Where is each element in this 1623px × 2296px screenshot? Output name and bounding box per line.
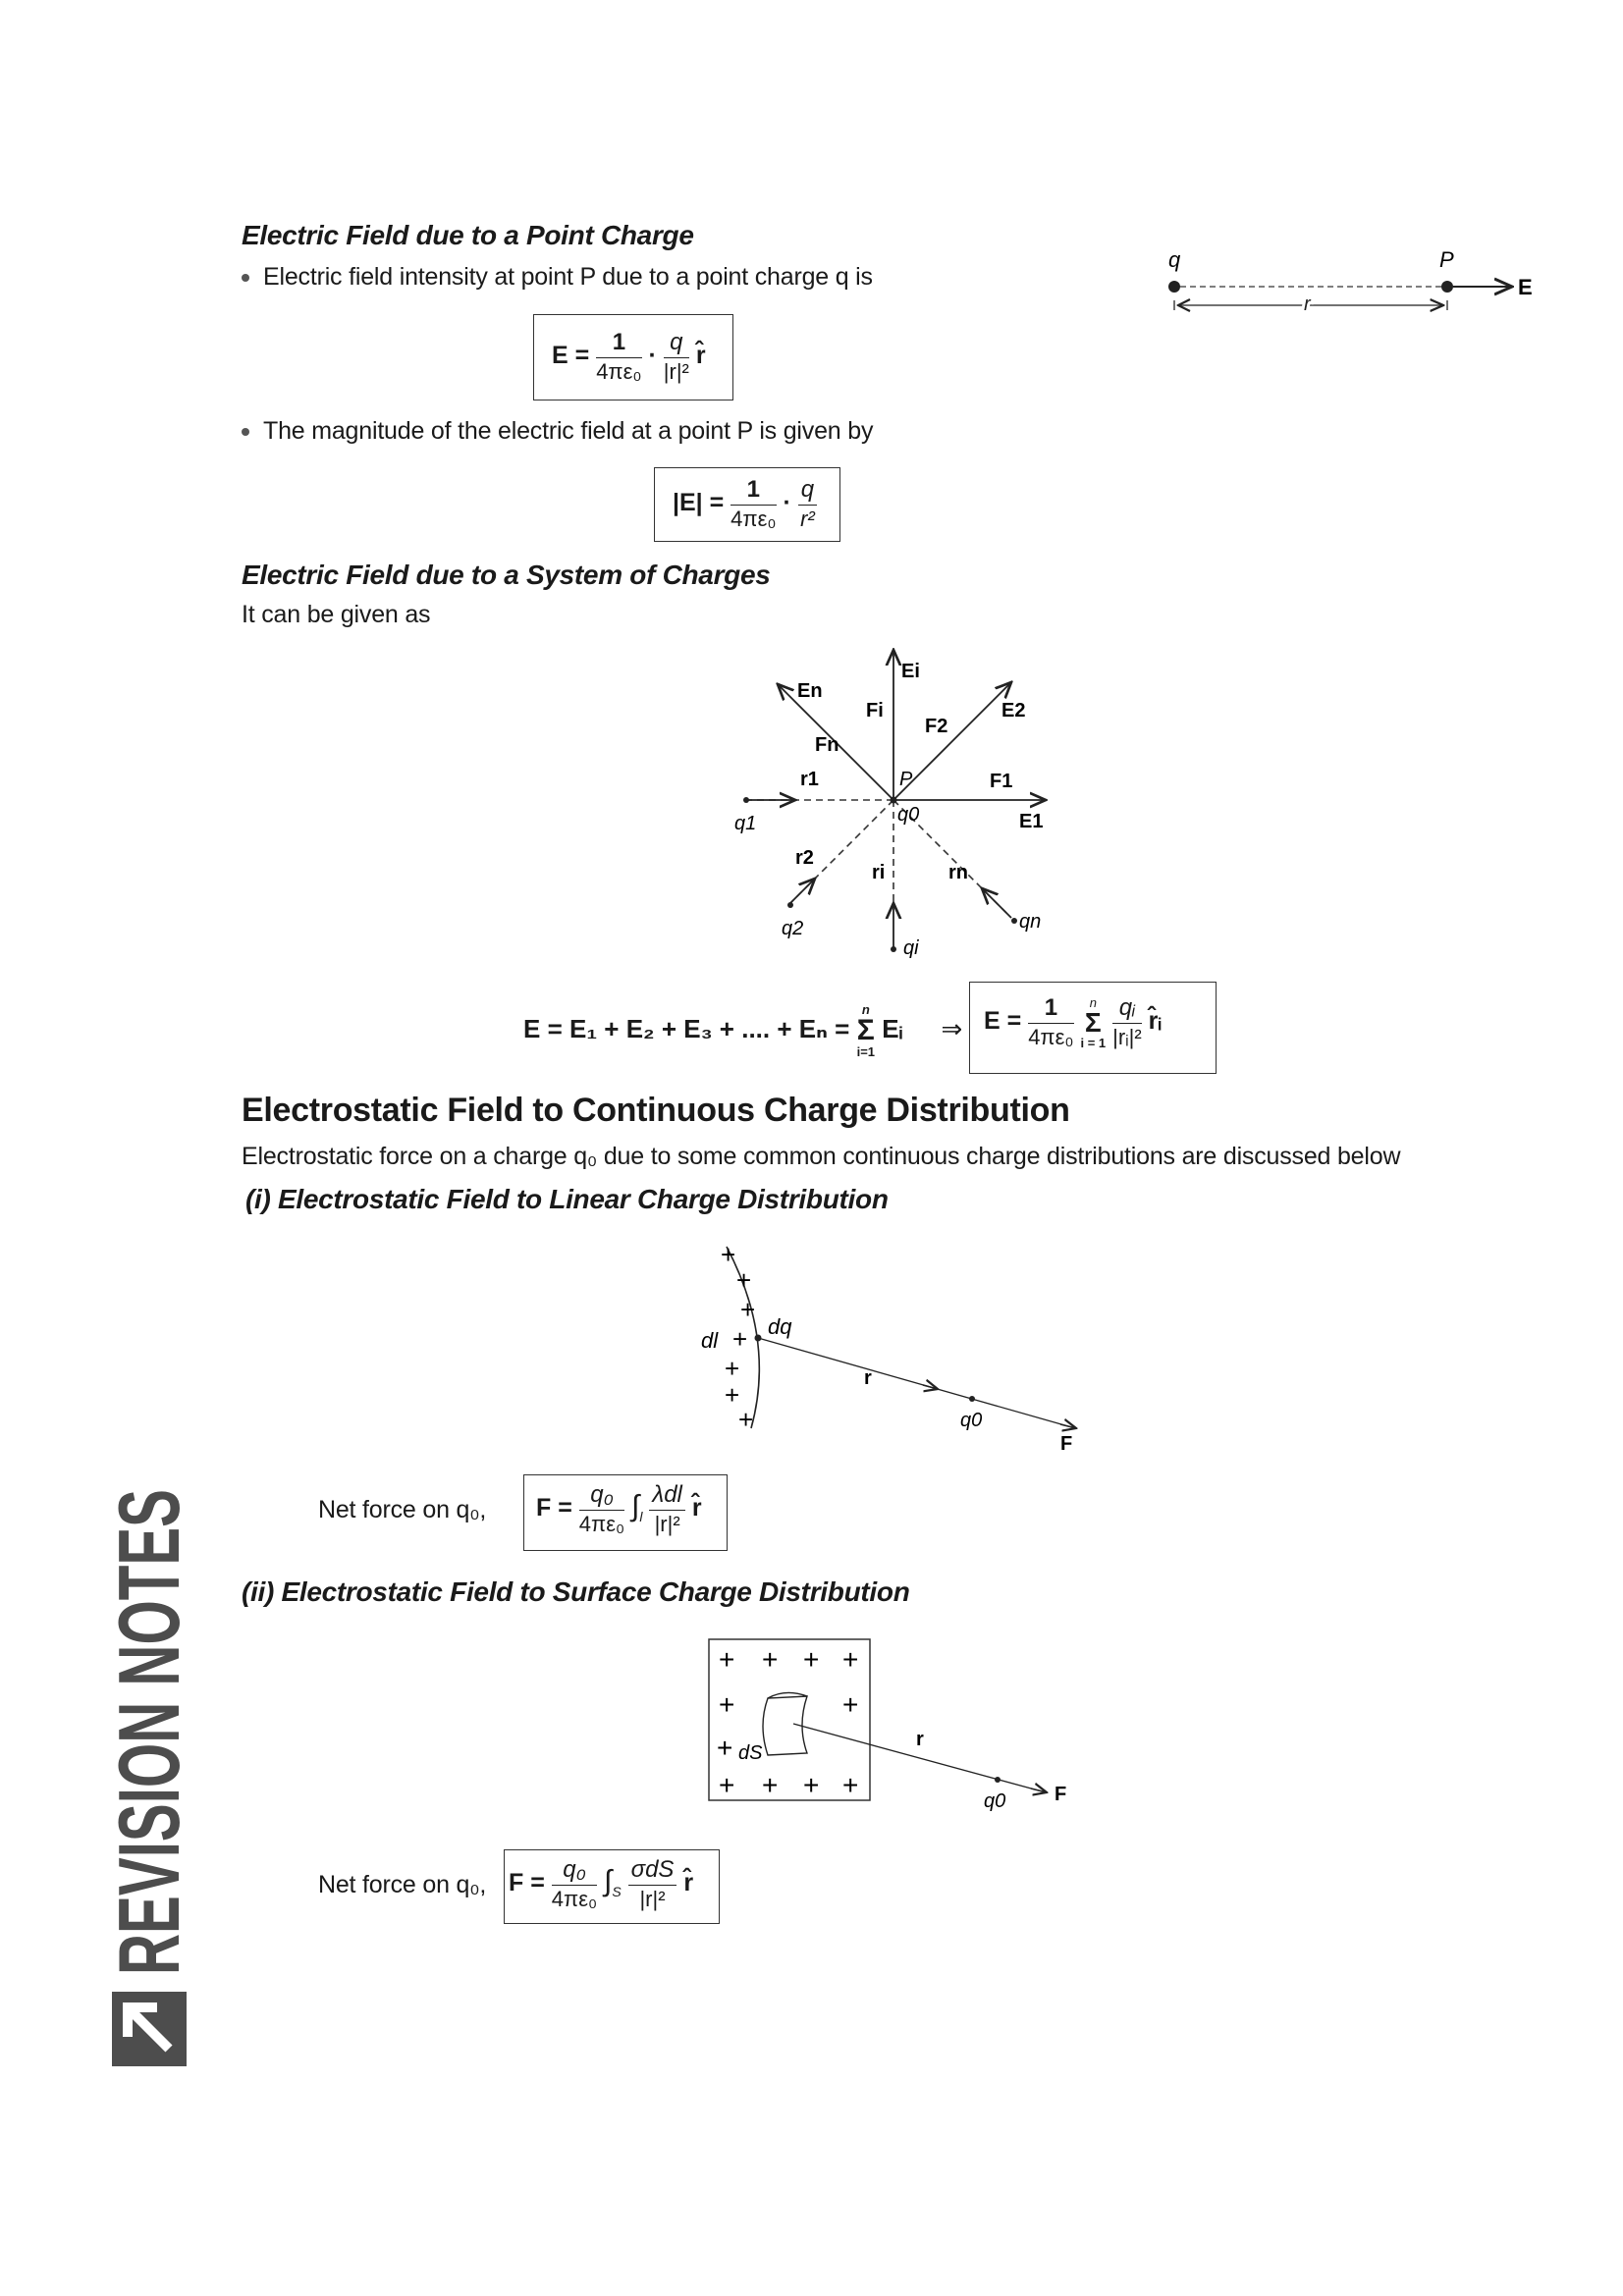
label-dq: dq <box>768 1314 792 1339</box>
eq-lhs: F = <box>509 1869 545 1897</box>
intro-text: It can be given as <box>242 601 431 628</box>
label-ei: Ei <box>901 661 920 682</box>
label-en: En <box>797 680 823 702</box>
eq-fraction-constant: $\frac{1}{\text{4πε₀}}$ <box>596 329 642 384</box>
charge-dot <box>1168 281 1180 293</box>
revision-notes-sidebar <box>100 1240 197 2076</box>
point-p <box>891 797 897 804</box>
eq-dot: · <box>783 489 791 517</box>
equation-linear-force: F = $\frac{\text{q₀}}{\text{4πε₀}}$ $\int_l$ $\frac{\text{λdl}}{\text{|r|²}}$ r̂ <box>536 1481 702 1536</box>
label-r: r <box>864 1367 872 1389</box>
label-f: F <box>1055 1784 1067 1805</box>
sum-sigma: n Σ i=1 <box>856 1002 876 1059</box>
revision-notes-text <box>100 1240 197 2076</box>
label-qn: qn <box>1019 911 1042 933</box>
svg-text:+: + <box>732 1324 748 1354</box>
svg-text:+: + <box>721 1240 736 1269</box>
label-ri: ri <box>872 862 886 883</box>
label-e1: E1 <box>1019 811 1044 832</box>
point-p-dot <box>1441 281 1453 293</box>
svg-text:+: + <box>725 1354 740 1383</box>
eq-fraction-charge: $\frac{\text{qᵢ}}{\text{|rᵢ|²}}$ <box>1112 994 1142 1049</box>
surface-charge-diagram <box>707 1637 1100 1814</box>
equation-box-surface <box>504 1849 720 1924</box>
svg-text:+: + <box>842 1689 859 1720</box>
eq-fraction-integrand: $\frac{\text{σdS}}{\text{|r|²}}$ <box>628 1856 677 1912</box>
section-heading-point-charge: Electric Field due to a Point Charge <box>242 220 694 250</box>
label-fi: Fi <box>866 700 884 721</box>
section-heading-continuous: Electrostatic Field to Continuous Charge Distribution <box>242 1092 1070 1129</box>
equation-field <box>552 329 706 385</box>
label-q0: q0 <box>984 1790 1006 1812</box>
eq-unit-vector: r̂ <box>695 342 706 370</box>
label-dl: dl <box>701 1328 719 1353</box>
label-qi: qi <box>903 937 919 959</box>
system-charges-diagram <box>717 638 1109 972</box>
label-q0: q0 <box>897 804 920 826</box>
charge-qi <box>891 946 896 952</box>
label-e2: E2 <box>1001 700 1026 721</box>
charge-qn <box>1011 918 1017 924</box>
label-ds: dS <box>738 1742 763 1764</box>
svg-text:+: + <box>762 1770 779 1800</box>
label-fn: Fn <box>815 734 839 756</box>
equation-magnitude <box>673 476 817 532</box>
svg-text:+: + <box>842 1770 859 1800</box>
charge-q1 <box>743 797 749 803</box>
linear-charge-diagram <box>687 1232 1100 1458</box>
eq-lhs: F = <box>536 1494 572 1522</box>
section-heading-system-charges: Electric Field due to a System of Charges <box>242 560 771 590</box>
equation-surface-force: F = $\frac{\text{q₀}}{\text{4πε₀}}$ $\int_S$ $\frac{\text{σdS}}{\text{|r|²}}$ r̂ <box>509 1856 694 1911</box>
eq-sigma: n Σ i = 1 <box>1080 994 1107 1050</box>
equation-box-system <box>969 982 1217 1074</box>
label-p: P <box>899 769 913 790</box>
svg-text:+: + <box>725 1380 740 1410</box>
svg-text:+: + <box>736 1265 752 1295</box>
eq-lhs: E = <box>984 1007 1022 1036</box>
line-to-q0 <box>758 1338 1075 1428</box>
eq-unit-vector: r̂ᵢ <box>1148 1007 1162 1036</box>
svg-text:+: + <box>717 1733 733 1763</box>
label-f: F <box>1060 1433 1073 1455</box>
label-q0: q0 <box>960 1410 983 1431</box>
svg-text:+: + <box>719 1644 735 1675</box>
eq-fraction-integrand: $\frac{\text{λdl}}{\text{|r|²}}$ <box>649 1481 685 1537</box>
eq-fraction-constant: $\frac{\text{q₀}}{\text{4πε₀}}$ <box>578 1481 625 1536</box>
svg-text:+: + <box>762 1644 779 1675</box>
label-f1: F1 <box>990 771 1013 792</box>
superposition-equation <box>523 1003 962 1058</box>
equation-system-field <box>984 994 1162 1050</box>
label-rn: rn <box>948 862 968 883</box>
net-force-label-surface: Net force on q₀, <box>318 1871 487 1898</box>
net-force-label-linear: Net force on q₀, <box>318 1496 487 1523</box>
bullet-field-intensity <box>242 263 873 292</box>
e-label: E <box>1518 275 1533 299</box>
subheading-linear: (i) Electrostatic Field to Linear Charge Distribution <box>245 1184 889 1214</box>
label-r1: r1 <box>800 769 819 790</box>
eq-lhs: E = <box>552 342 590 370</box>
sum-expression: E = E₁ + E₂ + E₃ + .... + Eₙ = <box>523 1013 850 1043</box>
r-label: r <box>1304 294 1311 315</box>
label-r: r <box>916 1729 924 1750</box>
p-label: P <box>1439 247 1454 272</box>
label-q2: q2 <box>782 918 804 939</box>
continuous-intro: Electrostatic force on a charge q₀ due to some common continuous charge distributions are discussed below <box>242 1143 1401 1170</box>
arrow-up-left-icon <box>112 1992 189 2068</box>
label-q1: q1 <box>734 813 757 834</box>
equation-box-magnitude <box>654 467 840 542</box>
eq-fraction-charge: $\frac{q}{\text{|r|²}}$ <box>663 329 689 384</box>
q-label: q <box>1168 247 1181 272</box>
eq-fraction-constant: $\frac{1}{\text{4πε₀}}$ <box>730 476 777 531</box>
implies-symbol: ⇒ <box>941 1013 963 1043</box>
svg-text:+: + <box>719 1770 735 1800</box>
eq-unit-vector: r̂ <box>683 1869 694 1897</box>
eq-integral: ∫ <box>604 1865 613 1898</box>
equation-box-field <box>533 314 733 400</box>
bullet-dot <box>242 274 249 282</box>
sum-term: Eᵢ <box>882 1013 903 1043</box>
eq-lhs: |E| = <box>673 489 725 517</box>
svg-text:+: + <box>842 1644 859 1675</box>
charge-q2 <box>787 902 793 908</box>
svg-text:+: + <box>803 1770 820 1800</box>
label-f2: F2 <box>925 716 948 737</box>
charge-q0 <box>969 1396 975 1402</box>
charge-q0 <box>995 1777 1001 1783</box>
svg-text:+: + <box>740 1295 756 1324</box>
svg-text:+: + <box>803 1644 820 1675</box>
bullet-text: Electric field intensity at point P due to a point charge q is <box>263 263 873 291</box>
eq-fraction-charge: $\frac{q}{\text{r²}}$ <box>798 476 817 532</box>
eq-unit-vector: r̂ <box>691 1494 702 1522</box>
eq-dot: · <box>648 342 657 370</box>
eq-fraction-constant: $\frac{\text{q₀}}{\text{4πε₀}}$ <box>551 1856 598 1911</box>
eq-integral: ∫ <box>631 1490 640 1523</box>
svg-text:+: + <box>738 1405 754 1434</box>
subheading-surface: (ii) Electrostatic Field to Surface Charge Distribution <box>242 1576 910 1607</box>
label-r2: r2 <box>795 847 814 869</box>
bullet-text: The magnitude of the electric field at a point P is given by <box>263 417 874 445</box>
equation-box-linear <box>523 1474 728 1551</box>
point-charge-diagram <box>1159 245 1551 324</box>
svg-text:+: + <box>719 1689 735 1720</box>
eq-fraction-constant: $\frac{1}{\text{4πε₀}}$ <box>1028 994 1074 1049</box>
bullet-magnitude <box>242 417 873 446</box>
svg-text:REVISION NOTES: REVISION NOTES <box>100 1240 197 1975</box>
bullet-dot <box>242 428 249 436</box>
